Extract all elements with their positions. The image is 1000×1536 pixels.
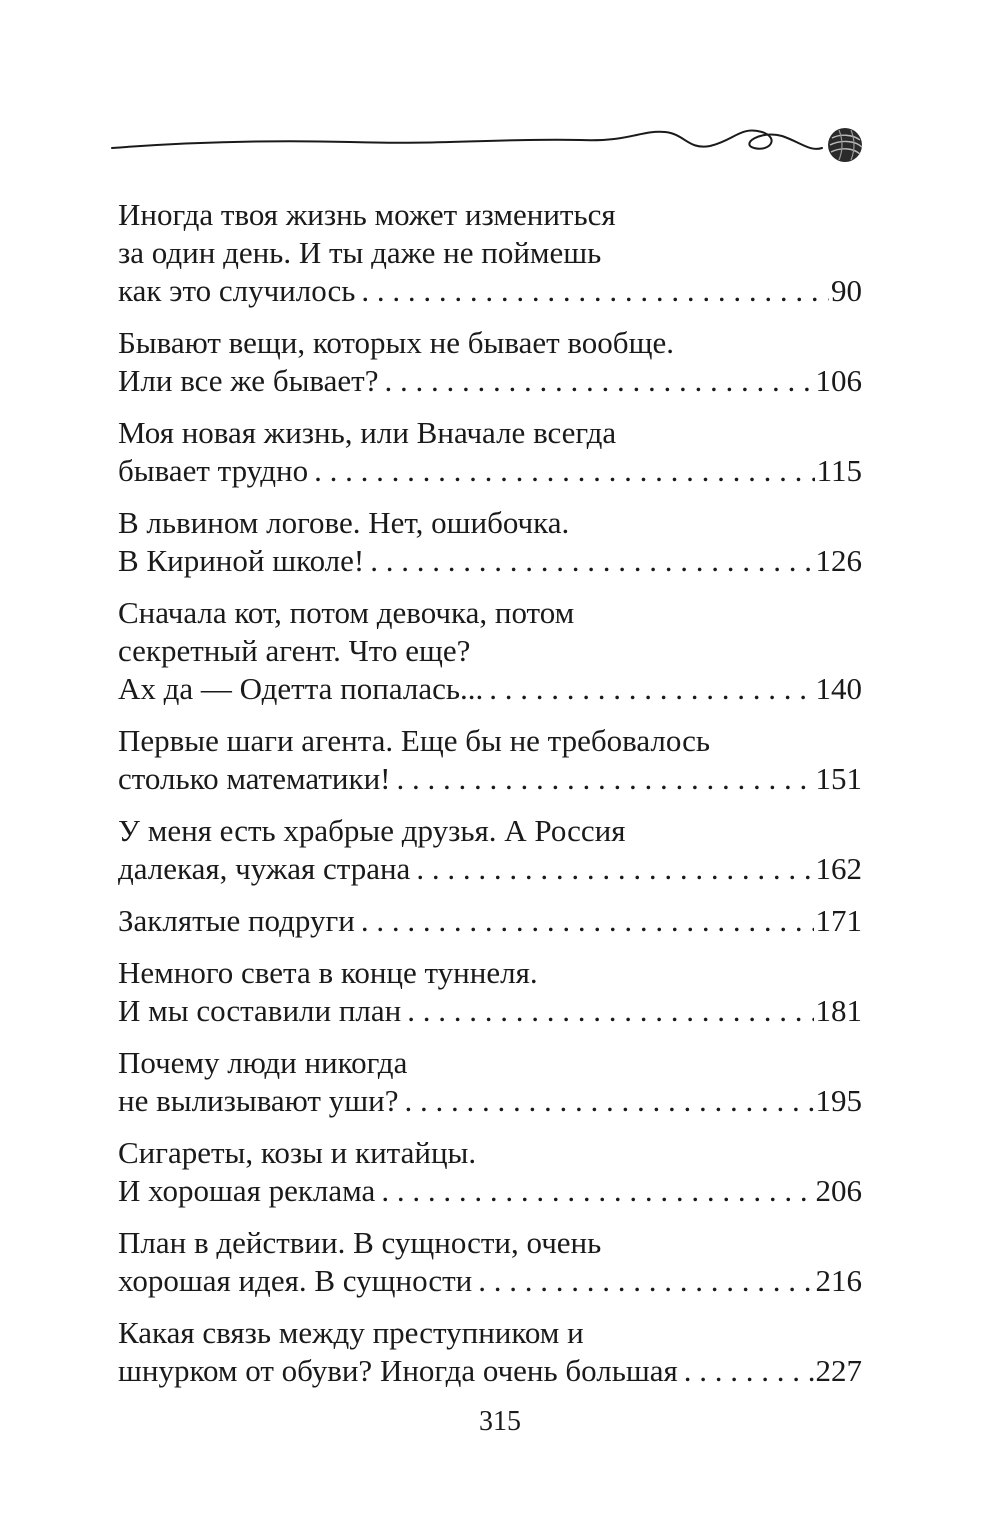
page-number-footer: 315 <box>479 1406 521 1437</box>
toc-page-number: 195 <box>815 1083 862 1118</box>
toc-entry-title-line: секретный агент. Что еще? <box>118 633 471 668</box>
toc-entry[interactable] <box>118 1314 862 1390</box>
dot-leader <box>381 1172 813 1210</box>
toc-entry[interactable] <box>118 196 862 310</box>
toc-page-number: 206 <box>815 1173 862 1208</box>
toc-entry-title-line: Ах да — Одетта попалась... <box>118 671 484 706</box>
toc-entry-title-line: шнурком от обуви? Иногда очень большая <box>118 1353 678 1388</box>
toc-entry-title-line: Немного света в конце туннеля. <box>118 955 538 990</box>
dot-leader <box>416 850 813 888</box>
toc-entry-title-line: Первые шаги агента. Еще бы не требовалось <box>118 723 711 758</box>
toc-page-number: 162 <box>815 851 862 886</box>
toc-entry-title-line: не вылизывают уши? <box>118 1083 399 1118</box>
toc-entry-last-line <box>118 452 862 490</box>
toc-entry-title-line: План в действии. В сущности, очень <box>118 1225 602 1260</box>
toc-entry-last-line <box>118 1172 862 1210</box>
toc-page-number: 126 <box>815 543 862 578</box>
toc-entry-last-line <box>118 992 862 1030</box>
dot-leader <box>361 902 814 940</box>
toc-page-number: 140 <box>815 671 862 706</box>
dot-leader <box>478 1262 813 1300</box>
toc-entry[interactable] <box>118 414 862 490</box>
toc-entry-title-line: Бывают вещи, которых не бывает вообще. <box>118 325 674 360</box>
toc-page-number: 151 <box>815 761 862 796</box>
toc-page-number: 216 <box>815 1263 862 1298</box>
toc-page-number: 181 <box>815 993 862 1028</box>
dot-leader <box>314 452 815 490</box>
toc-entry[interactable] <box>118 902 862 940</box>
toc-page-number: 106 <box>815 363 862 398</box>
toc-entry-title-line: И хорошая реклама <box>118 1173 376 1208</box>
toc-entry[interactable] <box>118 1224 862 1300</box>
toc-page-number: 171 <box>815 903 862 938</box>
dot-leader <box>384 362 813 400</box>
toc-entry-title-line: Почему люди никогда <box>118 1045 408 1080</box>
toc-entry-title-line: хорошая идея. В сущности <box>118 1263 473 1298</box>
toc-entry-last-line <box>118 760 862 798</box>
toc-entry[interactable] <box>118 1044 862 1120</box>
dot-leader <box>407 992 813 1030</box>
toc-entry[interactable] <box>118 954 862 1030</box>
toc-entry-title-line: столько математики! <box>118 761 391 796</box>
toc-entry-title-line: В львином логове. Нет, ошибочка. <box>118 505 570 540</box>
toc-page-number: 227 <box>815 1353 862 1388</box>
toc-entry-title-line: как это случилось <box>118 273 356 308</box>
toc-entry-title-line: Сначала кот, потом девочка, потом <box>118 595 575 630</box>
toc-entry-last-line <box>118 1262 862 1300</box>
toc-entry-title-line: Заклятые подруги <box>118 903 355 938</box>
toc-entry-title-line: Сигареты, козы и китайцы. <box>118 1135 477 1170</box>
toc-entry-last-line <box>118 1082 862 1120</box>
toc-entry-last-line <box>118 670 862 708</box>
thread-and-yarn-ball-ornament <box>110 118 870 178</box>
dot-leader <box>684 1352 814 1390</box>
yarn-ball-icon <box>828 128 862 162</box>
dot-leader <box>396 760 813 798</box>
dot-leader <box>361 272 829 310</box>
toc-entry-title-line: далекая, чужая страна <box>118 851 411 886</box>
toc-entry-last-line <box>118 272 862 310</box>
toc-entry[interactable] <box>118 812 862 888</box>
toc-entry-title-line: Моя новая жизнь, или Вначале всегда <box>118 415 617 450</box>
toc-entry-title-line: И мы составили план <box>118 993 402 1028</box>
toc-page-number: 90 <box>831 273 862 308</box>
toc-entry-title-line: У меня есть храбрые друзья. А Россия <box>118 813 626 848</box>
toc-entry-title-line: Иногда твоя жизнь может измениться <box>118 197 616 232</box>
toc-entry-last-line <box>118 542 862 580</box>
toc-entry[interactable] <box>118 594 862 708</box>
toc-entry[interactable] <box>118 1134 862 1210</box>
toc-entry-last-line <box>118 902 862 940</box>
toc-entry-title-line: Или все же бывает? <box>118 363 379 398</box>
toc-entry-title-line: бывает трудно <box>118 453 309 488</box>
toc-entry[interactable] <box>118 722 862 798</box>
dot-leader <box>370 542 813 580</box>
dot-leader <box>489 670 813 708</box>
dot-leader <box>404 1082 813 1120</box>
toc-entry-title-line: В Кириной школе! <box>118 543 365 578</box>
toc-entry-last-line <box>118 1352 862 1390</box>
toc-entry[interactable] <box>118 504 862 580</box>
toc-page-number: 115 <box>816 453 862 488</box>
table-of-contents <box>118 196 862 1404</box>
toc-entry-last-line <box>118 362 862 400</box>
toc-entry[interactable] <box>118 324 862 400</box>
toc-entry-title-line: Какая связь между преступником и <box>118 1315 584 1350</box>
toc-entry-last-line <box>118 850 862 888</box>
toc-entry-title-line: за один день. И ты даже не поймешь <box>118 235 602 270</box>
